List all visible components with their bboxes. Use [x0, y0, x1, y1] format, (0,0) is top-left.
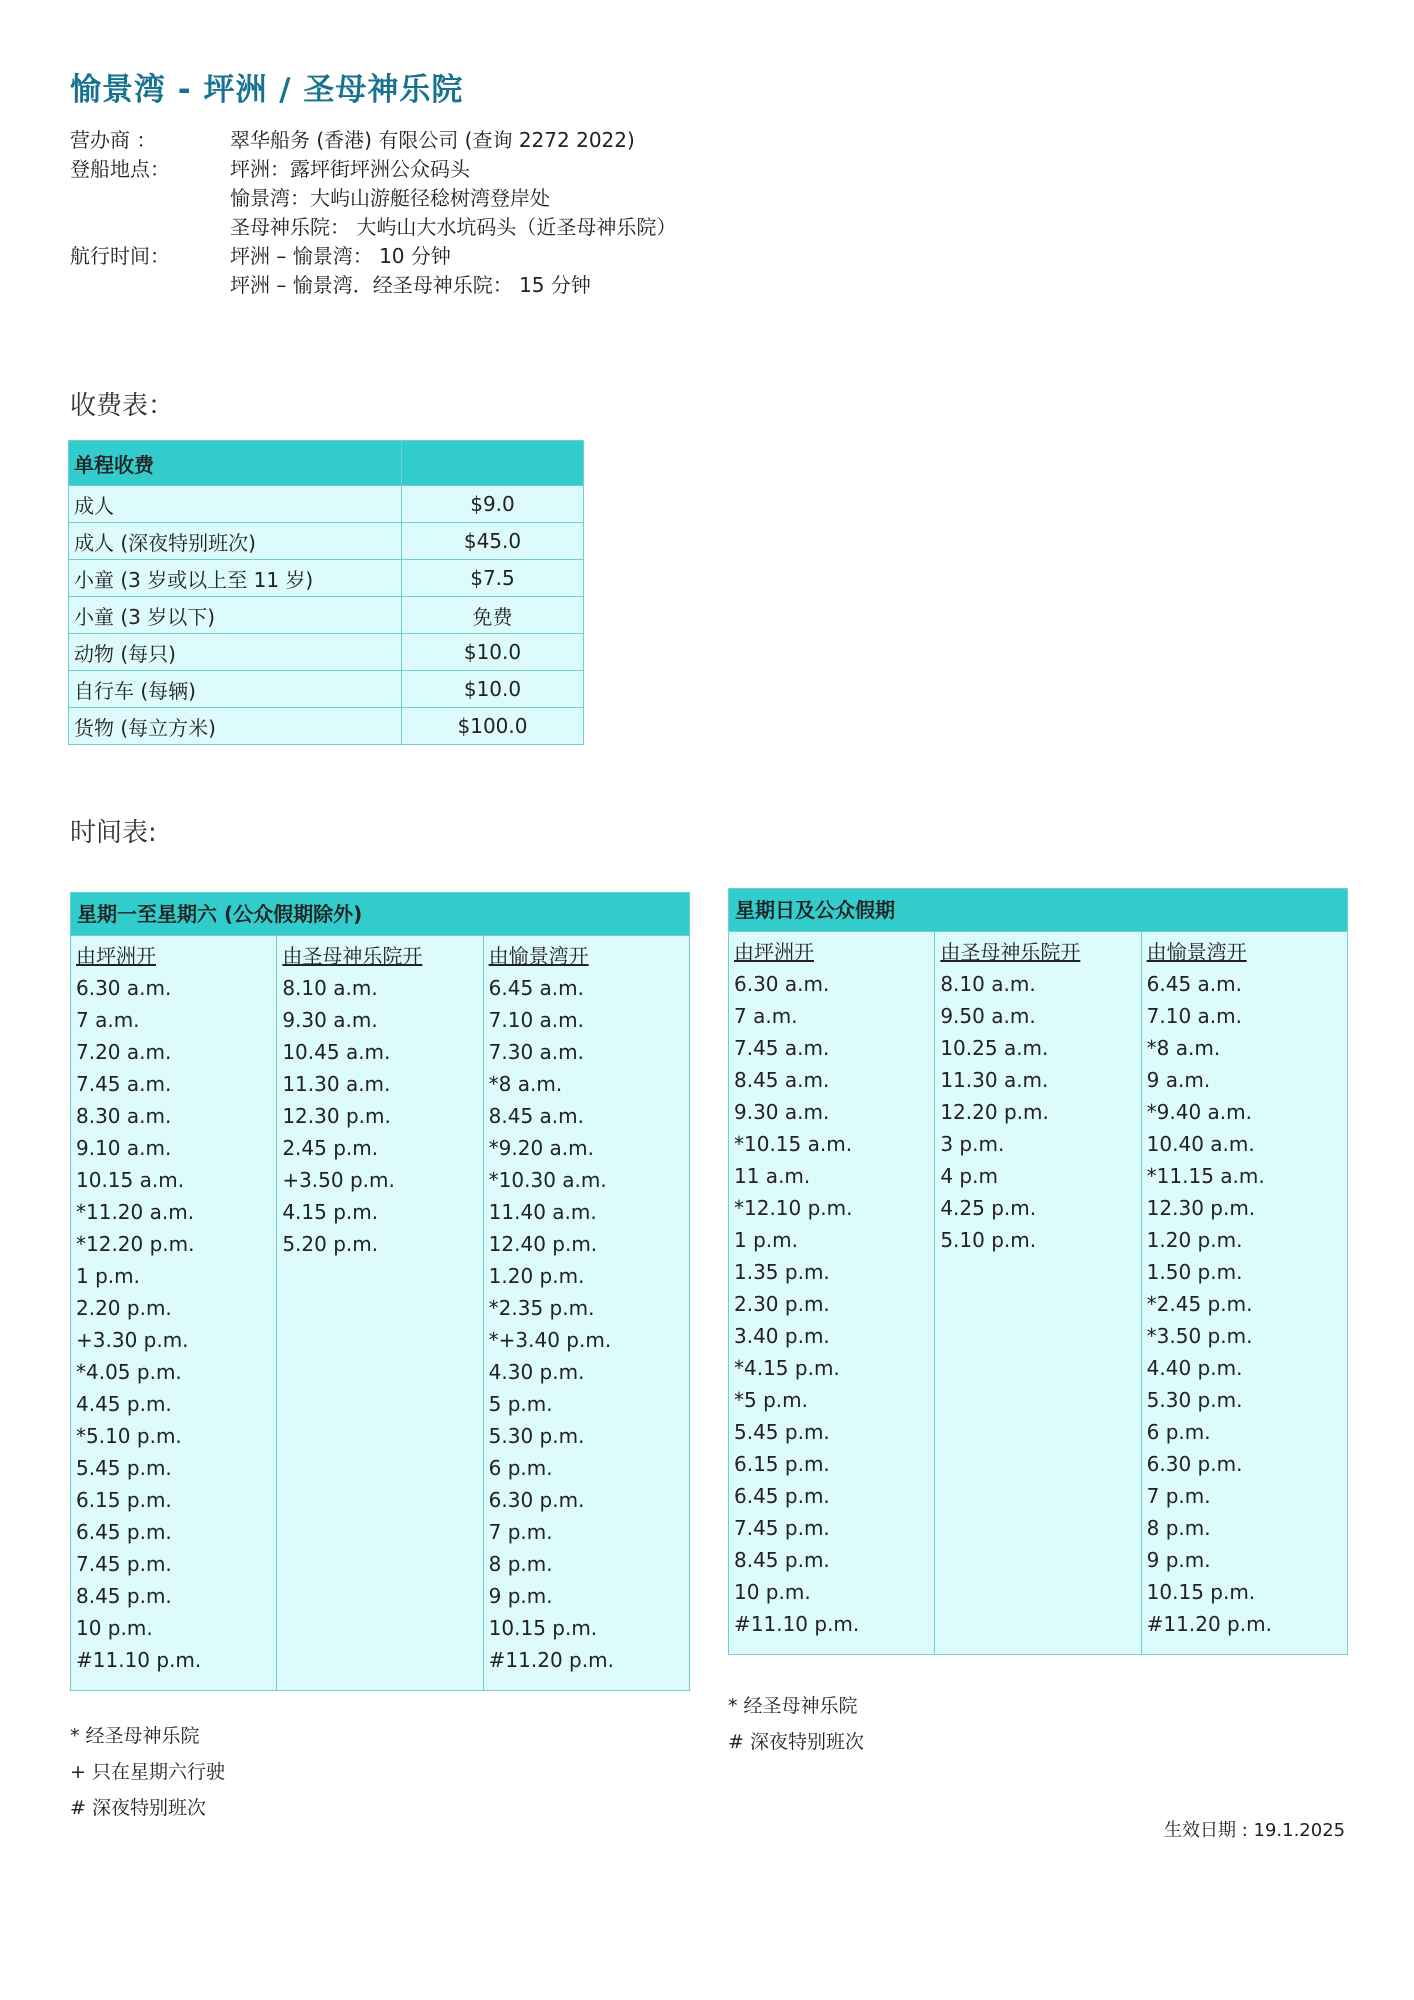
- departure-time: 2.20 p.m.: [76, 1296, 172, 1320]
- schedule-column: [729, 932, 935, 1654]
- departure-time: 4.45 p.m.: [76, 1392, 172, 1416]
- weekday-notes: [70, 1718, 225, 1826]
- column-title: 由圣母神乐院开: [282, 944, 423, 968]
- fare-value: $100.0: [402, 708, 584, 745]
- note-item: * 经圣母神乐院: [70, 1725, 200, 1747]
- operator-value: 翠华船务 (香港) 有限公司 (查询 2272 2022): [230, 128, 635, 152]
- departure-time: 12.20 p.m.: [940, 1100, 1049, 1124]
- departure-time: 10.40 a.m.: [1146, 1132, 1255, 1156]
- page-title: 愉景湾 - 坪洲 / 圣母神乐院: [70, 72, 464, 108]
- departure-time: 8.10 a.m.: [940, 972, 1036, 996]
- departure-time: 8.45 p.m.: [734, 1548, 830, 1572]
- departure-time: 11.30 a.m.: [282, 1072, 391, 1096]
- departure-time: 7.45 p.m.: [76, 1552, 172, 1576]
- weekday-schedule: [70, 892, 690, 1691]
- departure-time: 6.30 p.m.: [1146, 1452, 1243, 1476]
- fare-row: [69, 671, 584, 708]
- departure-time: 3.40 p.m.: [734, 1324, 830, 1348]
- fare-value: $45.0: [402, 523, 584, 560]
- departure-time: +3.50 p.m.: [282, 1168, 395, 1192]
- departure-time: 10.15 p.m.: [1146, 1580, 1256, 1604]
- departure-time: 6.15 p.m.: [734, 1452, 830, 1476]
- operator-label: 营办商 ：: [70, 128, 157, 152]
- departure-time: 10 p.m.: [734, 1580, 811, 1604]
- holiday-schedule-header: 星期日及公众假期: [729, 889, 1347, 932]
- departure-time: +3.30 p.m.: [76, 1328, 189, 1352]
- departure-time: 10 p.m.: [76, 1616, 153, 1640]
- departure-time: 5 p.m.: [488, 1392, 553, 1416]
- departure-time: 6.45 p.m.: [76, 1520, 172, 1544]
- fare-row: [69, 560, 584, 597]
- schedule-column: [71, 936, 277, 1690]
- departure-time: 6.30 p.m.: [488, 1488, 585, 1512]
- departure-time: 5.45 p.m.: [76, 1456, 172, 1480]
- departure-time: 9.10 a.m.: [76, 1136, 172, 1160]
- fare-value: $10.0: [402, 634, 584, 671]
- departure-time: *3.50 p.m.: [1146, 1324, 1253, 1348]
- fare-row: [69, 708, 584, 745]
- departure-time: *10.15 a.m.: [734, 1132, 853, 1156]
- note-item: # 深夜特别班次: [728, 1731, 864, 1753]
- departure-time: 1 p.m.: [734, 1228, 798, 1252]
- fare-row: [69, 634, 584, 671]
- weekday-schedule-header: 星期一至星期六 (公众假期除外): [71, 893, 689, 936]
- departure-time: *5.10 p.m.: [76, 1424, 182, 1448]
- fare-label: 动物 (每只): [69, 634, 402, 671]
- departure-time: 8.45 p.m.: [76, 1584, 172, 1608]
- fare-heading: 收费表：: [70, 391, 175, 421]
- departure-time: 8.45 a.m.: [734, 1068, 830, 1092]
- departure-time: 9 p.m.: [488, 1584, 553, 1608]
- fare-row: [69, 597, 584, 634]
- departure-time: 1.35 p.m.: [734, 1260, 830, 1284]
- fare-value: $10.0: [402, 671, 584, 708]
- departure-time: *8 a.m.: [488, 1072, 563, 1096]
- departure-time: 2.30 p.m.: [734, 1292, 830, 1316]
- departure-time: 7 a.m.: [734, 1004, 798, 1028]
- fare-table: [68, 440, 584, 745]
- schedule-column: [277, 936, 483, 1690]
- departure-time: 6.45 p.m.: [734, 1484, 830, 1508]
- departure-time: *12.20 p.m.: [76, 1232, 195, 1256]
- route-info: [70, 126, 676, 300]
- departure-time: 5.30 p.m.: [1146, 1388, 1243, 1412]
- effective-date: 生效日期 : 19.1.2025: [1164, 1820, 1346, 1841]
- departure-time: 5.20 p.m.: [282, 1232, 379, 1256]
- departure-time: 2.45 p.m.: [282, 1136, 379, 1160]
- departure-time: 7.10 a.m.: [488, 1008, 584, 1032]
- departure-time: 7 p.m.: [488, 1520, 553, 1544]
- departure-time: 9.50 a.m.: [940, 1004, 1036, 1028]
- departure-time: 11 a.m.: [734, 1164, 811, 1188]
- departure-time: 10.15 p.m.: [488, 1616, 598, 1640]
- departure-time: *11.15 a.m.: [1146, 1164, 1265, 1188]
- departure-time: 6 p.m.: [1146, 1420, 1211, 1444]
- departure-time: 8.30 a.m.: [76, 1104, 172, 1128]
- departure-time: #11.10 p.m.: [734, 1612, 860, 1636]
- column-title: 由圣母神乐院开: [940, 940, 1081, 964]
- departure-time: 7.45 a.m.: [734, 1036, 830, 1060]
- departure-time: 8.10 a.m.: [282, 976, 378, 1000]
- departure-time: 11.40 a.m.: [488, 1200, 597, 1224]
- departure-time: #11.20 p.m.: [488, 1648, 614, 1672]
- departure-time: 4 p.m: [940, 1164, 998, 1188]
- fare-value: 免费: [402, 597, 584, 634]
- fare-label: 成人: [69, 486, 402, 523]
- departure-time: 10.45 a.m.: [282, 1040, 391, 1064]
- departure-time: *4.15 p.m.: [734, 1356, 840, 1380]
- pier-1: 坪洲：露坪街坪洲公众码头: [230, 157, 470, 181]
- departure-time: *9.20 a.m.: [488, 1136, 594, 1160]
- schedule-heading: 时间表:: [70, 818, 157, 848]
- fare-table-header: 单程收费: [69, 441, 402, 486]
- fare-label: 货物 (每立方米): [69, 708, 402, 745]
- departure-time: 9 a.m.: [1146, 1068, 1211, 1092]
- holiday-notes: [728, 1688, 864, 1760]
- departure-time: *9.40 a.m.: [1146, 1100, 1252, 1124]
- journey-time-label: 航行时间：: [70, 244, 170, 268]
- pier-label: 登船地点：: [70, 157, 170, 181]
- departure-time: *11.20 a.m.: [76, 1200, 195, 1224]
- departure-time: 4.15 p.m.: [282, 1200, 379, 1224]
- fare-label: 自行车 (每辆): [69, 671, 402, 708]
- departure-time: 1.20 p.m.: [488, 1264, 585, 1288]
- note-item: # 深夜特别班次: [70, 1797, 206, 1819]
- departure-time: 6.15 p.m.: [76, 1488, 172, 1512]
- column-title: 由坪洲开: [734, 940, 814, 964]
- departure-time: 7 p.m.: [1146, 1484, 1211, 1508]
- departure-time: 8 p.m.: [488, 1552, 553, 1576]
- departure-time: 10.15 a.m.: [76, 1168, 185, 1192]
- fare-label: 小童 (3 岁或以上至 11 岁): [69, 560, 402, 597]
- note-item: + 只在星期六行驶: [70, 1761, 225, 1783]
- departure-time: 6.45 a.m.: [488, 976, 584, 1000]
- departure-time: #11.10 p.m.: [76, 1648, 202, 1672]
- schedule-column: [484, 936, 689, 1690]
- departure-time: 5.30 p.m.: [488, 1424, 585, 1448]
- fare-label: 小童 (3 岁以下): [69, 597, 402, 634]
- departure-time: #11.20 p.m.: [1146, 1612, 1272, 1636]
- departure-time: 7.30 a.m.: [488, 1040, 584, 1064]
- departure-time: *+3.40 p.m.: [488, 1328, 612, 1352]
- departure-time: 1.20 p.m.: [1146, 1228, 1243, 1252]
- departure-time: 8.45 a.m.: [488, 1104, 584, 1128]
- schedule-column: [935, 932, 1141, 1654]
- departure-time: 3 p.m.: [940, 1132, 1005, 1156]
- departure-time: *5 p.m.: [734, 1388, 808, 1412]
- departure-time: 10.25 a.m.: [940, 1036, 1049, 1060]
- departure-time: 5.45 p.m.: [734, 1420, 830, 1444]
- departure-time: *2.45 p.m.: [1146, 1292, 1253, 1316]
- departure-time: 9.30 a.m.: [734, 1100, 830, 1124]
- pier-2: 愉景湾：大屿山游艇径稔树湾登岸处: [230, 186, 550, 210]
- departure-time: 12.40 p.m.: [488, 1232, 598, 1256]
- departure-time: *8 a.m.: [1146, 1036, 1221, 1060]
- journey-time-2: 坪洲 – 愉景湾．经圣母神乐院： 15 分钟: [230, 273, 591, 297]
- departure-time: 1.50 p.m.: [1146, 1260, 1243, 1284]
- fare-row: [69, 523, 584, 560]
- departure-time: 12.30 p.m.: [1146, 1196, 1256, 1220]
- departure-time: 6.30 a.m.: [76, 976, 172, 1000]
- departure-time: 9 p.m.: [1146, 1548, 1211, 1572]
- departure-time: 6.45 a.m.: [1146, 972, 1242, 996]
- departure-time: 7.20 a.m.: [76, 1040, 172, 1064]
- fare-value: $9.0: [402, 486, 584, 523]
- departure-time: 7 a.m.: [76, 1008, 140, 1032]
- departure-time: 12.30 p.m.: [282, 1104, 391, 1128]
- fare-value: $7.5: [402, 560, 584, 597]
- departure-time: 1 p.m.: [76, 1264, 140, 1288]
- departure-time: 6.30 a.m.: [734, 972, 830, 996]
- fare-row: [69, 486, 584, 523]
- schedule-column: [1142, 932, 1347, 1654]
- departure-time: 11.30 a.m.: [940, 1068, 1049, 1092]
- departure-time: 9.30 a.m.: [282, 1008, 378, 1032]
- journey-time-1: 坪洲 – 愉景湾： 10 分钟: [230, 244, 451, 268]
- fare-label: 成人 (深夜特别班次): [69, 523, 402, 560]
- departure-time: 6 p.m.: [488, 1456, 553, 1480]
- departure-time: 7.45 p.m.: [734, 1516, 830, 1540]
- column-title: 由坪洲开: [76, 944, 156, 968]
- column-title: 由愉景湾开: [1146, 940, 1247, 964]
- departure-time: *10.30 a.m.: [488, 1168, 607, 1192]
- column-title: 由愉景湾开: [488, 944, 589, 968]
- departure-time: 7.45 a.m.: [76, 1072, 172, 1096]
- departure-time: 4.30 p.m.: [488, 1360, 585, 1384]
- departure-time: 8 p.m.: [1146, 1516, 1211, 1540]
- departure-time: 4.25 p.m.: [940, 1196, 1037, 1220]
- pier-3: 圣母神乐院： 大屿山大水坑码头（近圣母神乐院）: [230, 215, 677, 239]
- departure-time: *2.35 p.m.: [488, 1296, 595, 1320]
- departure-time: *4.05 p.m.: [76, 1360, 182, 1384]
- departure-time: 7.10 a.m.: [1146, 1004, 1242, 1028]
- departure-time: *12.10 p.m.: [734, 1196, 853, 1220]
- holiday-schedule: [728, 888, 1348, 1655]
- departure-time: 5.10 p.m.: [940, 1228, 1037, 1252]
- note-item: * 经圣母神乐院: [728, 1695, 858, 1717]
- departure-time: 4.40 p.m.: [1146, 1356, 1243, 1380]
